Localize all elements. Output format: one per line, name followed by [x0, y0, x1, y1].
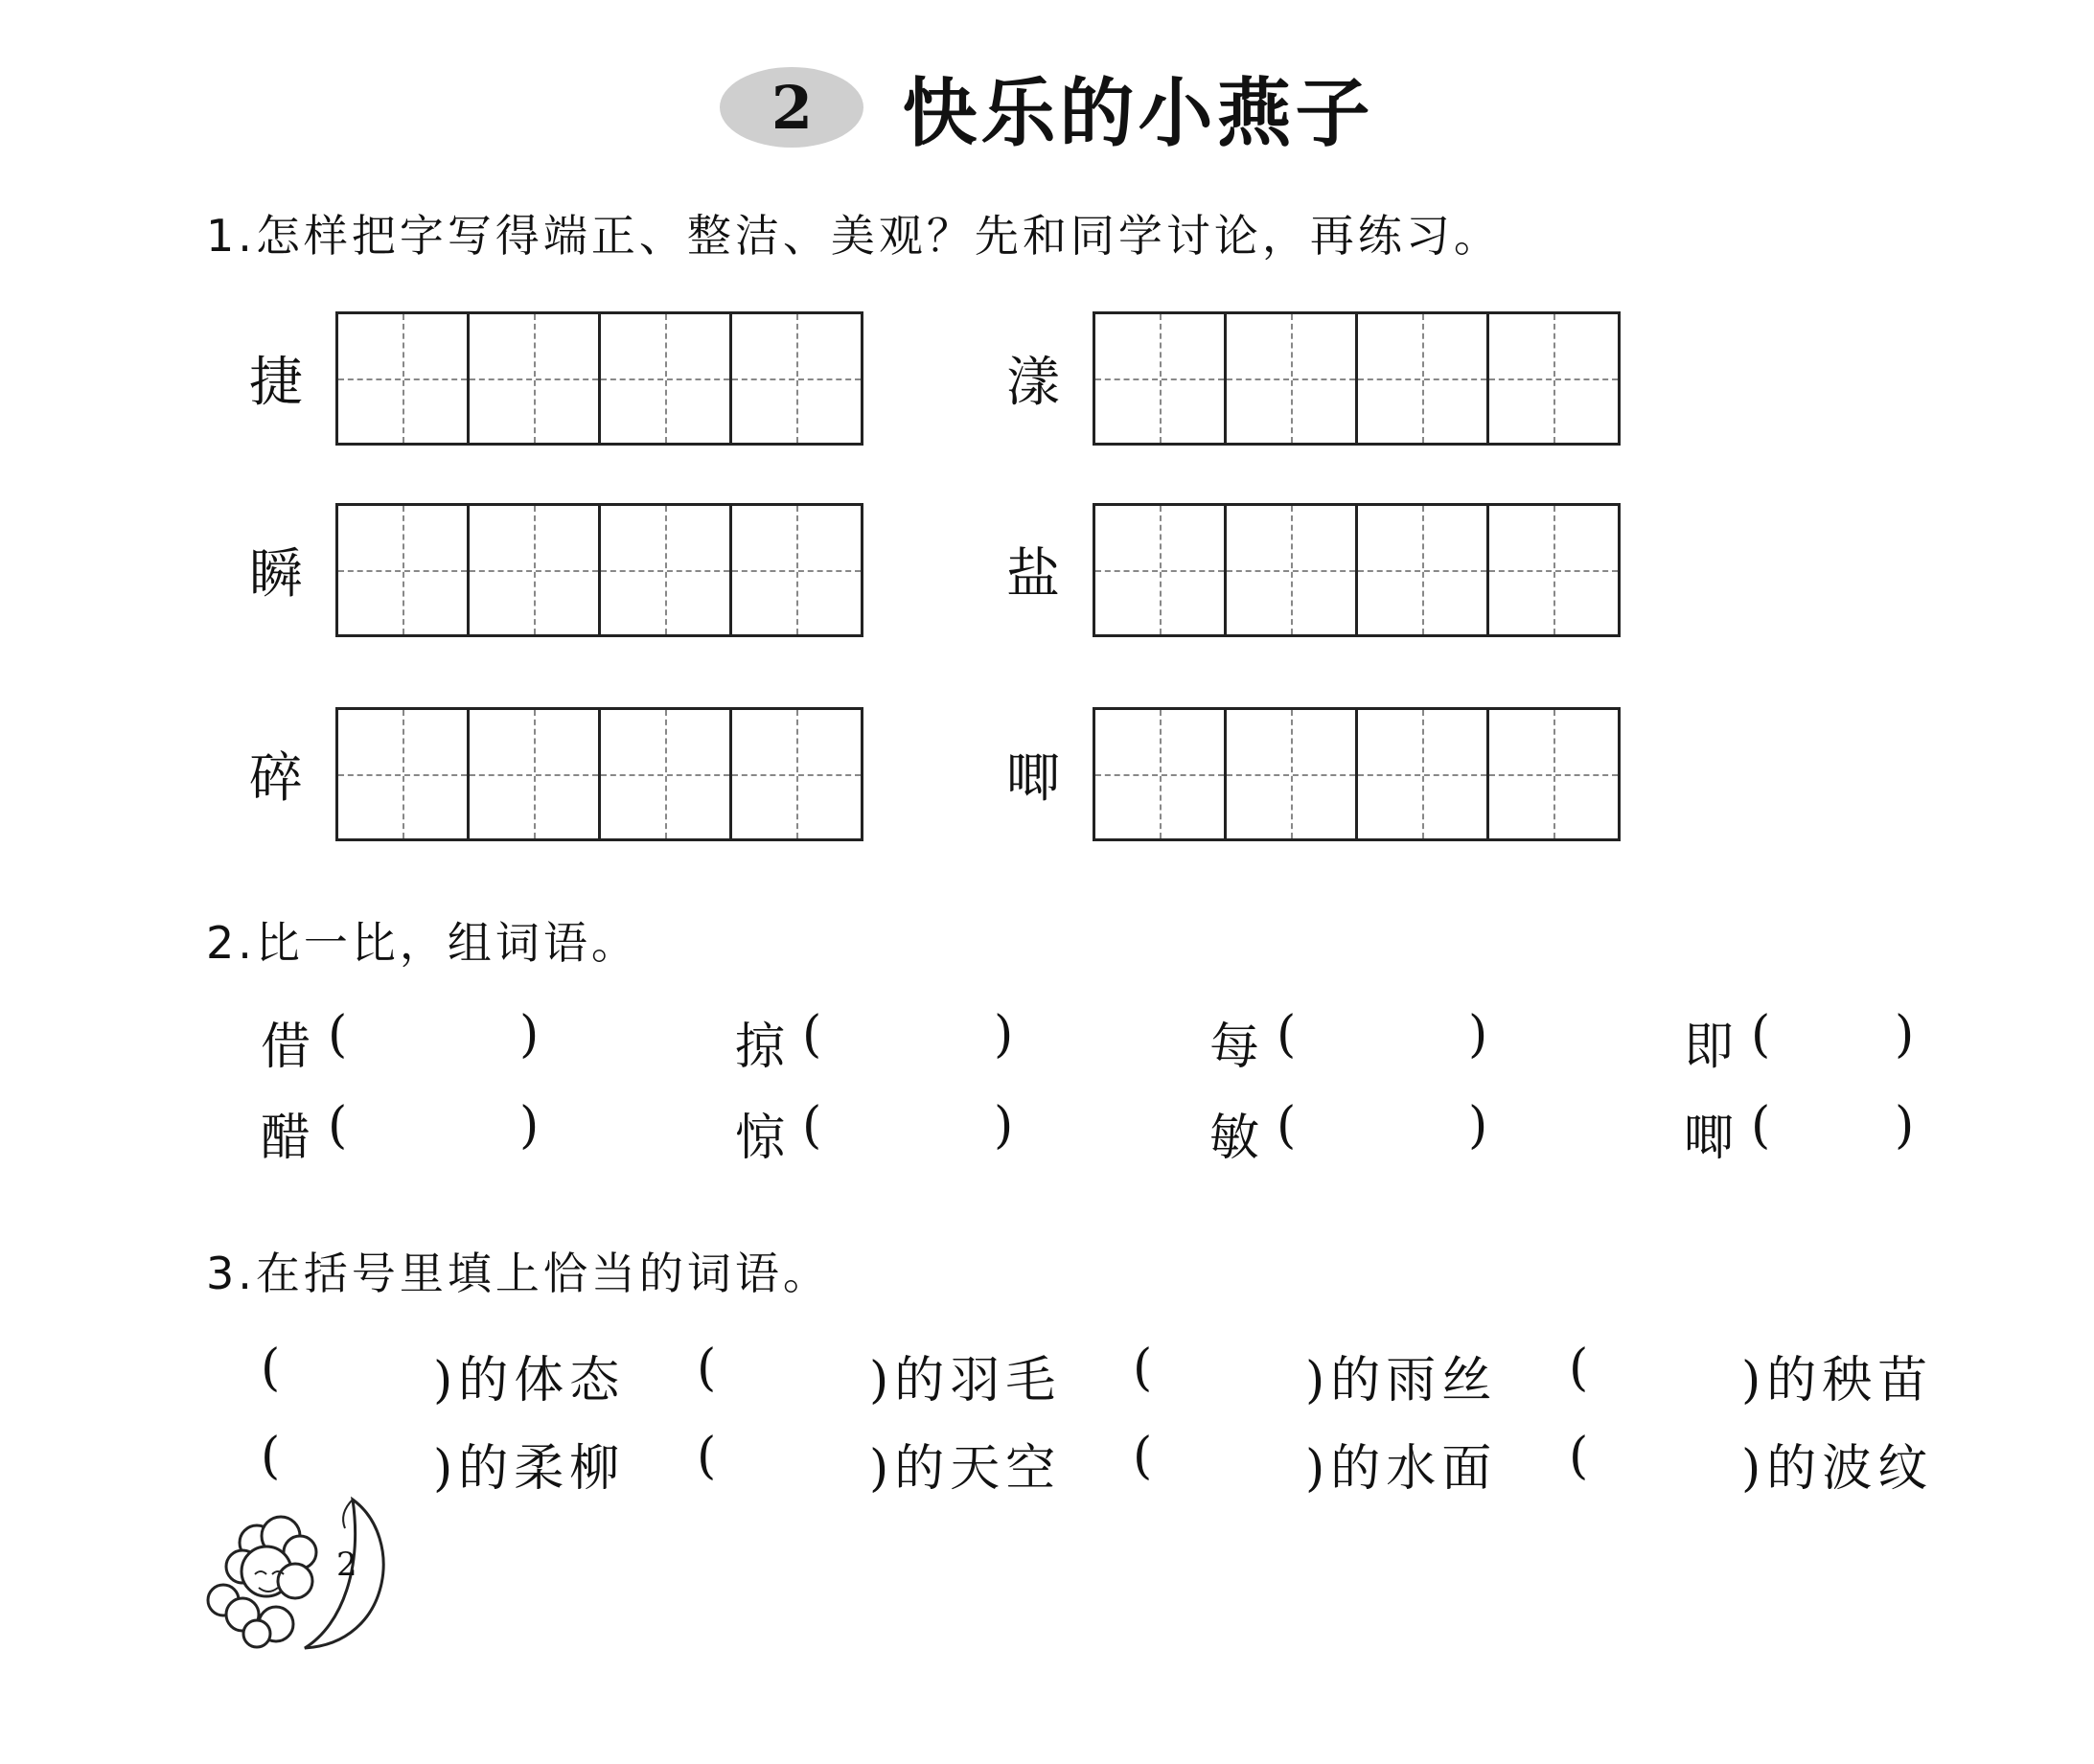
lesson-number-badge: 2	[720, 67, 863, 148]
grid-cell[interactable]	[1358, 506, 1489, 634]
grid-cell[interactable]	[338, 506, 470, 634]
fill-in-row	[261, 1428, 1947, 1500]
grid-cell[interactable]	[1095, 314, 1227, 443]
word-pair-item[interactable]: 唧 ( )	[1684, 1097, 1915, 1167]
writing-grid[interactable]	[335, 311, 863, 446]
writing-row	[249, 707, 863, 841]
writing-row	[249, 503, 863, 637]
grid-cell[interactable]	[338, 710, 470, 838]
grid-cell[interactable]	[1227, 506, 1358, 634]
grid-cell[interactable]	[601, 710, 732, 838]
practice-character: 唧	[1006, 747, 1060, 810]
moon-cloud-page-number	[199, 1490, 401, 1662]
grid-cell[interactable]	[732, 710, 861, 838]
grid-cell[interactable]	[470, 710, 601, 838]
grid-cell[interactable]	[1489, 506, 1618, 634]
practice-character: 漾	[1006, 352, 1060, 414]
grid-cell[interactable]	[601, 506, 732, 634]
grid-cell[interactable]	[470, 506, 601, 634]
grid-cell[interactable]	[601, 314, 732, 443]
fill-in-item[interactable]: ( )的秧苗	[1569, 1340, 1934, 1409]
grid-cell[interactable]	[1095, 710, 1227, 838]
fill-in-item[interactable]: ( )的波纹	[1569, 1428, 1934, 1498]
writing-row	[1006, 707, 1621, 841]
fill-in-item[interactable]: ( )的天空	[697, 1428, 1062, 1498]
page-number: 2	[336, 1546, 357, 1584]
question-3-prompt: 3.在括号里填上恰当的词语。	[206, 1248, 831, 1299]
writing-grid[interactable]	[1093, 503, 1621, 637]
grid-cell[interactable]	[732, 314, 861, 443]
word-pair-item[interactable]: 醋 ( )	[261, 1097, 540, 1167]
grid-cell[interactable]	[1489, 314, 1618, 443]
moon-cloud-icon	[199, 1490, 401, 1662]
title-area	[0, 54, 2094, 161]
writing-grid[interactable]	[335, 707, 863, 841]
compare-row	[261, 1006, 1928, 1078]
grid-cell[interactable]	[338, 314, 470, 443]
writing-grid[interactable]	[1093, 707, 1621, 841]
grid-cell[interactable]	[1227, 710, 1358, 838]
writing-row	[1006, 503, 1621, 637]
fill-in-row	[261, 1340, 1947, 1411]
lesson-title: 快乐的小燕子	[902, 70, 1374, 157]
practice-character: 盐	[1006, 543, 1060, 606]
question-2-prompt: 2.比一比，组词语。	[206, 917, 639, 969]
word-pair-item[interactable]: 敏 ( )	[1209, 1097, 1488, 1167]
grid-cell[interactable]	[470, 314, 601, 443]
word-pair-item[interactable]: 每 ( )	[1209, 1006, 1488, 1076]
word-pair-item[interactable]: 借 ( )	[261, 1006, 540, 1076]
grid-cell[interactable]	[732, 506, 861, 634]
question-1-prompt: 1.怎样把字写得端正、整洁、美观？先和同学讨论，再练习。	[206, 210, 1502, 262]
fill-in-item[interactable]: ( )的雨丝	[1133, 1340, 1498, 1409]
writing-row	[249, 311, 863, 446]
word-pair-item[interactable]: 惊 ( )	[735, 1097, 1014, 1167]
word-pair-item[interactable]: 即 ( )	[1684, 1006, 1915, 1076]
grid-cell[interactable]	[1358, 314, 1489, 443]
compare-row	[261, 1097, 1928, 1169]
grid-cell[interactable]	[1095, 506, 1227, 634]
fill-in-item[interactable]: ( )的体态	[261, 1340, 626, 1409]
writing-row	[1006, 311, 1621, 446]
fill-in-item[interactable]: ( )的羽毛	[697, 1340, 1062, 1409]
grid-cell[interactable]	[1358, 710, 1489, 838]
word-pair-item[interactable]: 掠 ( )	[735, 1006, 1014, 1076]
practice-character: 碎	[249, 747, 303, 810]
practice-character: 捷	[249, 352, 303, 414]
grid-cell[interactable]	[1489, 710, 1618, 838]
practice-character: 瞬	[249, 543, 303, 606]
fill-in-item[interactable]: ( )的水面	[1133, 1428, 1498, 1498]
grid-cell[interactable]	[1227, 314, 1358, 443]
fill-in-item[interactable]: ( )的柔柳	[261, 1428, 626, 1498]
writing-grid[interactable]	[335, 503, 863, 637]
writing-grid[interactable]	[1093, 311, 1621, 446]
